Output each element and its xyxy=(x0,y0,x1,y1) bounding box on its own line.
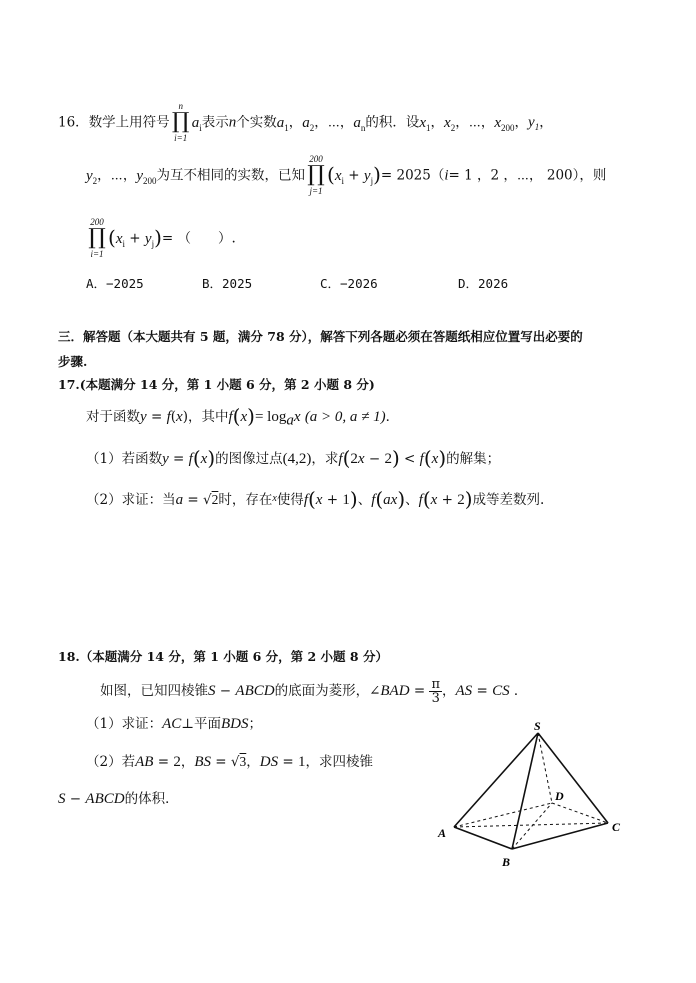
q16-text-a: 数学上用符号 xyxy=(88,114,170,131)
fraction-pi-over-3: $\frac{\pi}{3}$ xyxy=(431,677,441,706)
edge-sb xyxy=(512,733,538,849)
edge-bc xyxy=(512,823,608,849)
q16-choice-b: B．2025 xyxy=(202,276,253,291)
q16-text-e: 为互不相同的实数，已知 xyxy=(156,167,305,184)
edge-ad xyxy=(454,803,552,827)
label-b: B xyxy=(502,855,511,869)
pyramid-figure xyxy=(430,715,630,875)
q16-n: n xyxy=(228,114,237,131)
label-c: C xyxy=(612,820,621,834)
q16-text-b: 表示 xyxy=(201,114,229,131)
q16-text-c: 个实数 xyxy=(236,114,277,131)
diagonal-bd xyxy=(512,803,552,849)
product-symbol: 200 ∏ i=1 xyxy=(88,217,106,259)
q18-header: 18.（本题满分 14 分，第 1 小题 6 分，第 2 小题 8 分） xyxy=(58,649,388,664)
edge-ab xyxy=(454,827,512,849)
q16-number: 16． xyxy=(58,114,89,131)
q17-header: 17.(本题满分 14 分，第 1 小题 6 分，第 2 小题 8 分) xyxy=(58,377,375,392)
q18-part-1: （1）求证：AC⊥平面BDS； xyxy=(86,716,262,732)
edge-sa xyxy=(454,733,538,827)
q18-intro: 如图，已知四棱锥S − ABCD的底面为菱形，∠BAD = $\frac{\pi}{3}$ ，AS = CS ． xyxy=(100,677,528,706)
section-3-title: 三．解答题（本大题共有 5 题，满分 78 分），解答下列各题必须在答题纸相应位置写出必要的 xyxy=(58,329,583,344)
q16-line-1: 16．数学上用符号 n ∏ i=1 $a_i$表示n个实数$a_1$，$a_2$，⋯，$a_n$的积．设$x_1$，$x_2$，⋯，$x_{200}$，$y_1$， xyxy=(58,101,553,143)
q16-line-3: 200 ∏ i=1 $(x_i + y_j)=$ （ ）. xyxy=(86,219,236,259)
q16-choice-d: D．2026 xyxy=(458,276,509,291)
edge-sd xyxy=(538,733,552,803)
q17-part-1: （1）若函数y = f(x)的图像过点(4,2)，求f(2x − 2) < f(x)的解集； xyxy=(86,446,501,470)
q18-part-2: （2）若AB = 2，BS = √3，DS = 1，求四棱锥 xyxy=(86,754,374,770)
section-3-title-cont: 步骤. xyxy=(58,354,88,369)
label-a: A xyxy=(438,826,447,840)
q18-part-2-cont: S − ABCD的体积． xyxy=(58,791,179,807)
product-symbol: n ∏ i=1 xyxy=(171,101,190,143)
diagonal-ac xyxy=(454,823,608,827)
edge-sc xyxy=(538,733,608,823)
q16-choice-c: C．−2026 xyxy=(320,276,378,291)
label-s: S xyxy=(534,719,541,733)
q16-choice-a: A．−2025 xyxy=(86,276,144,291)
label-d: D xyxy=(555,789,564,803)
q17-intro: 对于函数y = f(x)，其中$f(x)= \log_ax$ (a > 0, a ≠ 1)． xyxy=(86,404,400,429)
product-symbol: 200 ∏ j=1 xyxy=(307,154,325,196)
q16-line-2: $y_2$，⋯，$y_{200}$为互不相同的实数，已知 200 ∏ j=1 $(x_i + y_j)= 2025(i= 1$ ，2 ，⋯， 200），则 xyxy=(86,154,607,196)
q17-part-2: （2）求证：当a = √2时，存在$^x$使得f(x + 1)、f(ax)、f(x + 2)成等差数列. xyxy=(86,487,545,511)
q16-text-d: 的积．设 xyxy=(365,114,420,131)
